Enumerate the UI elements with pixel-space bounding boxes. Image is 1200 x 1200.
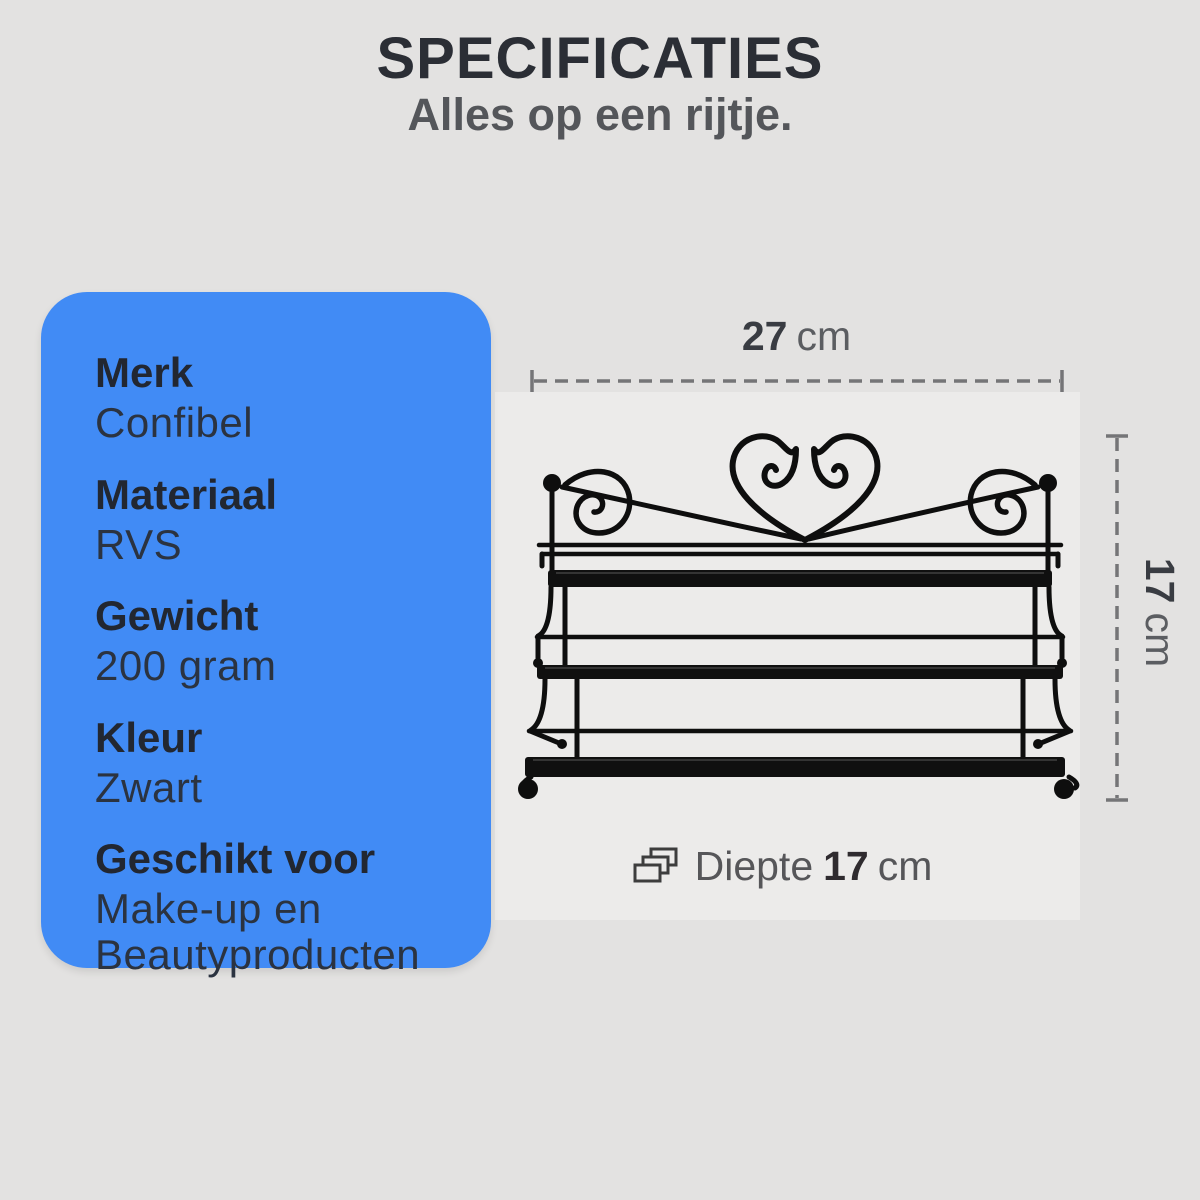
width-unit: cm	[796, 313, 852, 359]
spec-item-materiaal	[95, 472, 461, 568]
height-value: 17	[1137, 557, 1184, 603]
header	[0, 26, 1200, 140]
depth-dimension-label	[694, 843, 933, 889]
spec-label: Kleur	[95, 713, 203, 761]
height-unit: cm	[1137, 611, 1184, 667]
spec-item-merk	[95, 350, 461, 446]
stacked-layers-icon	[633, 847, 679, 887]
width-value: 27	[741, 313, 788, 359]
depth-unit: cm	[877, 843, 933, 889]
spec-value: Zwart	[95, 763, 203, 811]
page-subtitle: Alles op een rijtje.	[407, 89, 793, 140]
spec-item-gewicht	[95, 593, 461, 689]
spec-value: RVS	[95, 520, 183, 568]
spec-item-kleur	[95, 715, 461, 811]
depth-label: Diepte	[694, 843, 814, 889]
spec-label: Merk	[95, 349, 194, 396]
product-image-rack	[515, 425, 1085, 810]
depth-value: 17	[823, 843, 869, 889]
specs-card	[41, 292, 491, 978]
spec-value: Make-up en Beautyproducten	[95, 885, 421, 978]
spec-label: Geschikt voor	[95, 835, 376, 883]
spec-label: Materiaal	[95, 470, 278, 518]
height-dimension-label	[1126, 537, 1194, 687]
spec-item-geschikt-voor	[95, 836, 461, 977]
spec-value: Confibel	[95, 399, 254, 447]
width-dimension-label	[525, 313, 1068, 359]
depth-dimension-row	[495, 843, 1070, 889]
width-dimension-line	[525, 366, 1068, 396]
page-title: SPECIFICATIES	[376, 26, 824, 91]
spec-label: Gewicht	[95, 592, 259, 640]
spec-value: 200 gram	[95, 642, 277, 690]
